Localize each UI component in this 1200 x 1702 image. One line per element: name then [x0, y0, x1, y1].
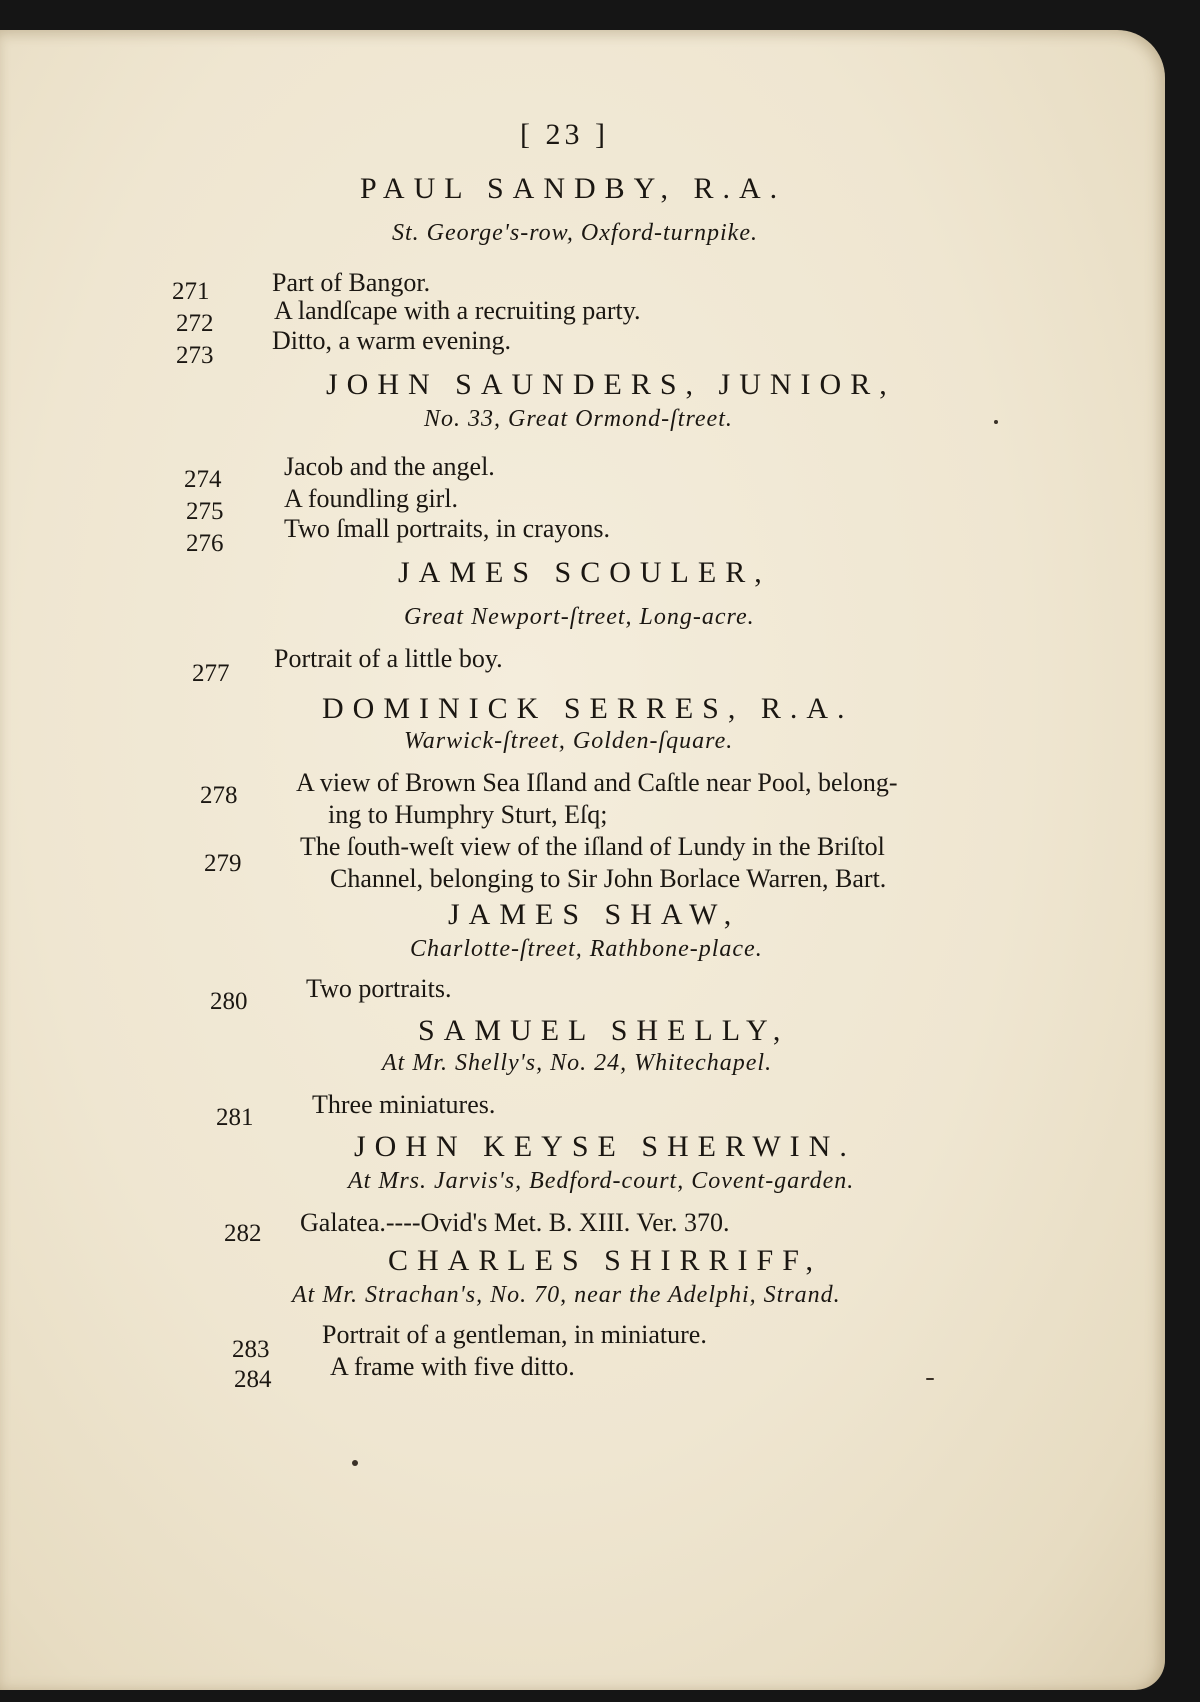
artist-name: JOHN SAUNDERS, JUNIOR,	[326, 368, 896, 401]
artist-address: Warwick-ſtreet, Golden-ſquare.	[404, 728, 734, 754]
item-number: 281	[216, 1104, 254, 1131]
artist-name: DOMINICK SERRES, R.A.	[322, 692, 854, 725]
artist-name: SAMUEL SHELLY,	[418, 1014, 790, 1047]
artist-address: No. 33, Great Ormond-ſtreet.	[424, 406, 733, 432]
item-title: Part of Bangor.	[272, 268, 431, 297]
item-title: Two ſmall portraits, in crayons.	[284, 514, 611, 543]
item-number: 276	[186, 530, 224, 557]
item-title: Portrait of a gentleman, in miniature.	[322, 1320, 707, 1349]
artist-address: At Mrs. Jarvis's, Bedford-court, Covent-garden.	[348, 1168, 855, 1194]
artist-address: At Mr. Shelly's, No. 24, Whitechapel.	[382, 1050, 773, 1076]
item-number: 273	[176, 342, 214, 369]
item-title: Galatea.----Ovid's Met. B. XIII. Ver. 370.	[300, 1208, 730, 1237]
artist-name: PAUL SANDBY, R.A.	[360, 172, 787, 205]
paper-speck	[926, 1378, 934, 1380]
item-number: 275	[186, 498, 224, 525]
item-title: A foundling girl.	[284, 484, 459, 513]
item-title: A landſcape with a recruiting party.	[274, 296, 641, 325]
item-number: 283	[232, 1336, 270, 1363]
item-title: The ſouth-weſt view of the iſland of Lundy in the Briſtol	[300, 832, 885, 861]
item-title: Ditto, a warm evening.	[272, 326, 511, 355]
item-number: 277	[192, 660, 230, 687]
item-title: A frame with five ditto.	[330, 1352, 575, 1381]
item-title: Two portraits.	[306, 974, 452, 1003]
artist-address: Charlotte-ſtreet, Rathbone-place.	[410, 936, 763, 962]
item-number: 279	[204, 850, 242, 877]
item-title-continuation: ing to Humphry Sturt, Eſq;	[328, 800, 608, 829]
page-number: [ 23 ]	[520, 118, 609, 151]
artist-address: Great Newport-ſtreet, Long-acre.	[404, 604, 755, 630]
artist-address: At Mr. Strachan's, No. 70, near the Adelphi, Strand.	[292, 1282, 841, 1308]
item-number: 272	[176, 310, 214, 337]
paper-speck	[352, 1460, 358, 1466]
artist-name: JOHN KEYSE SHERWIN.	[354, 1130, 856, 1163]
artist-name: JAMES SHAW,	[448, 898, 741, 931]
paper-speck	[994, 420, 998, 424]
item-number: 284	[234, 1366, 272, 1393]
item-number: 278	[200, 782, 238, 809]
item-title: Jacob and the angel.	[284, 452, 495, 481]
book-page	[0, 30, 1165, 1690]
item-number: 271	[172, 278, 210, 305]
item-title: Three miniatures.	[312, 1090, 496, 1119]
item-number: 282	[224, 1220, 262, 1247]
artist-name: JAMES SCOULER,	[398, 556, 771, 589]
item-title-continuation: Channel, belonging to Sir John Borlace Warren, Bart.	[330, 864, 887, 893]
artist-address: St. George's-row, Oxford-turnpike.	[392, 220, 758, 246]
item-title: A view of Brown Sea Iſland and Caſtle near Pool, belong-	[296, 768, 898, 797]
item-title: Portrait of a little boy.	[274, 644, 503, 673]
artist-name: CHARLES SHIRRIFF,	[388, 1244, 823, 1277]
item-number: 274	[184, 466, 222, 493]
item-number: 280	[210, 988, 248, 1015]
